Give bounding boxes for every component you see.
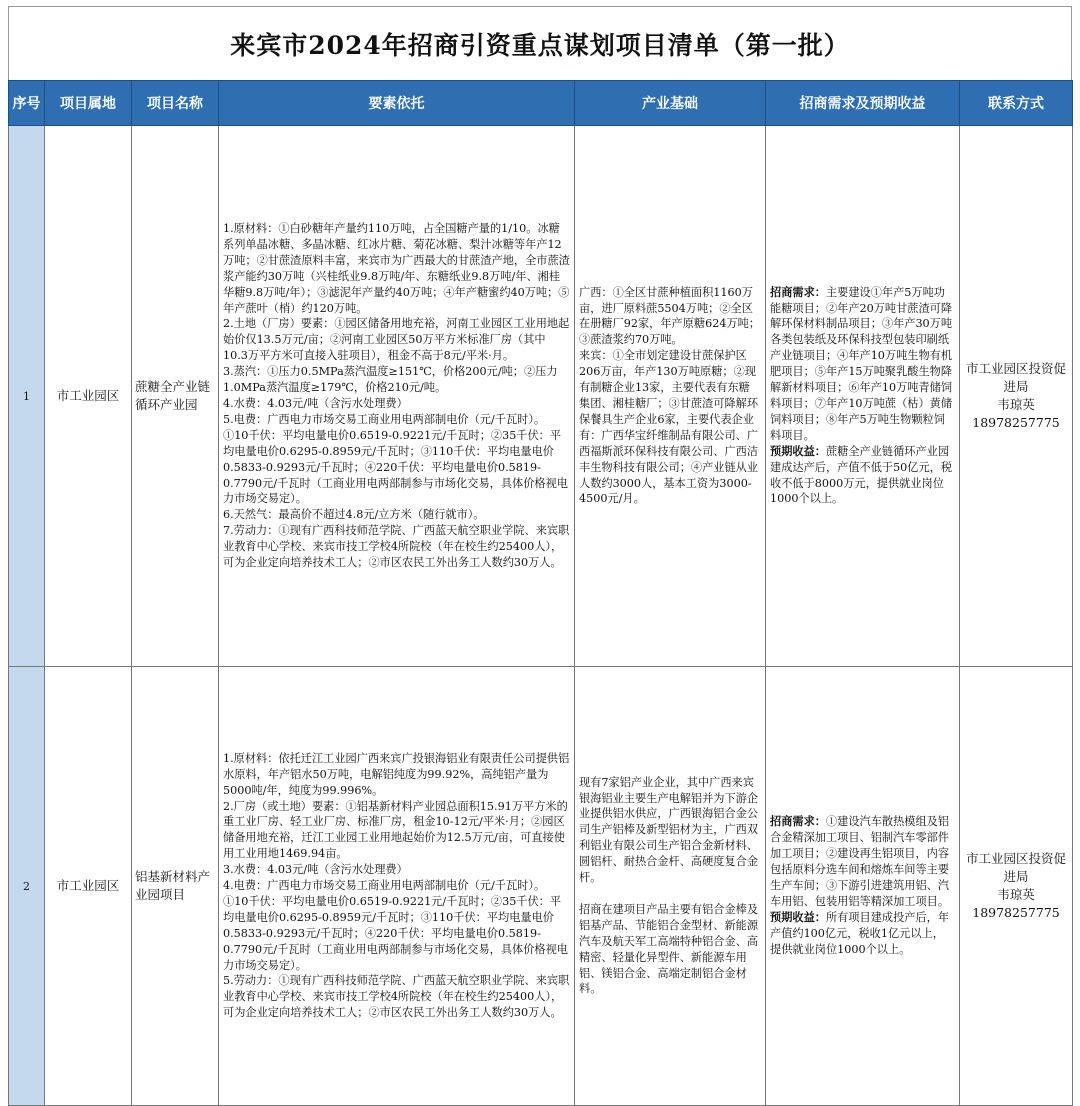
basis-item: 招商在建项目产品主要有铝合金棒及铝基产品、节能铝合金型材、新能源汽车及航天军工高端特种铝合金、高精密、轻量化异型件、新能源车用铝、镁铝合金、高端定制铝合金材料。 [579, 902, 759, 996]
row-project-name: 蔗糖全产业链循环产业园 [132, 126, 219, 667]
demand-text [770, 814, 955, 909]
row-factors [219, 126, 575, 667]
contact-org: 市工业园区投资促进局 [965, 361, 1066, 394]
header-seq: 序号 [9, 81, 45, 126]
row-location: 市工业园区 [45, 126, 132, 667]
basis-item: 来宾：①全市划定建设甘蔗保护区206万亩，年产130万吨原糖；②现有制糖企业13家，主要代表有东糖集团、湘桂糖厂；③甘蔗渣可降解环保餐具生产企业6家，主要代表企业有：广西华宝纤维制品有限公司、广西福斯派环保科技有限公司、广西洁丰生物科技有限公司；④产业链从业人数约3000人，基本工资为3000-4500元/月。 [579, 349, 759, 506]
factor-item: 3.水费：4.03元/吨（含污水处理费） [223, 863, 408, 877]
row-demand-benefit [766, 667, 960, 1106]
row-project-name: 铝基新材料产业园项目 [132, 667, 219, 1106]
factor-item: 4.水费：4.03元/吨（含污水处理费） [223, 397, 408, 410]
demand-label: 招商需求： [770, 284, 826, 299]
contact-phone: 18978257775 [972, 905, 1060, 920]
table-row [9, 667, 1073, 1106]
contact-org: 市工业园区投资促进局 [965, 851, 1066, 884]
factor-item: 2.厂房（或土地）要素：①铝基新材料产业园总面积15.91万平方米的重工业厂房、轻工业厂房、标准厂房，租金10-12元/平米·月；②园区储备用地充裕，迁江工业园工业用地起始价为12.5万元/亩，可直接使用工业用地1469.94亩。 [223, 799, 568, 861]
factor-item: 1.原材料：①白砂糖年产量约110万吨，占全国糖产量的1/10。冰糖系列单晶冰糖、多晶冰糖、红冰片糖、菊花冰糖、梨汁冰糖等年产12万吨；②甘蔗渣原料丰富，来宾市为广西最大的甘蔗渣产地，全市蔗渣浆产能约30万吨（兴桂纸业9.8万吨/年、东糖纸业9.8万吨/年、湘桂华糖9.8万吨/年）；③滤泥年产量约40万吨；④年产糖蜜约40万吨；⑤年产蔗叶（梢）约120万吨。 [223, 222, 570, 315]
row-contact [960, 126, 1073, 667]
demand-value: ①建设汽车散热模组及铝合金精深加工项目、铝制汽车零部件加工项目；②建设再生铝项目，内容包括原料分选车间和熔炼车间等主要生产车间；③下游引进建筑用铝、汽车用铝、包装用铝等精深加工项目。 [770, 815, 950, 908]
factor-item: 4.电费：广西电力市场交易工商业用电两部制电价（元/千瓦时）。①10千伏：平均电量电价0.6519-0.9221元/千瓦时；②35千伏：平均电量电价0.6295-0.8959元/千瓦时；③110千伏：平均电量电价0.5833-0.9293元/千瓦时；④220千伏：平均电量电价0.5819-0.7790元/千瓦时（工商业用电两部制参与市场化交易，具体价格视电力市场交易定）。 [223, 879, 568, 972]
header-factors: 要素依托 [219, 81, 575, 126]
header-demand-benefit: 招商需求及预期收益 [766, 81, 960, 126]
factor-item: 7.劳动力：①现有广西科技师范学院、广西蓝天航空职业学院、来宾职业教育中心学校、来宾市技工学校4所院校（年在校生约25400人），可为企业定向培养技术工人；②市区农民工外出务工人数约30万人。 [223, 524, 570, 570]
row-seq: 2 [9, 667, 45, 1106]
benefit-label: 预期收益： [770, 909, 826, 924]
basis-item: 现有7家铝产业企业，其中广西来宾银海铝业主要生产电解铝并为下游企业提供铝水供应，广西银海铝合金公司生产铝棒及新型铝材为主，广西双利铝业有限公司生产铝合金新材料、圆铝杆、耐热合金杆、高硬度复合金杆。 [579, 775, 759, 885]
row-factors [219, 667, 575, 1106]
factor-item: 3.蒸汽：①压力0.5MPa蒸汽温度≥151℃，价格200元/吨；②压力1.0MPa蒸汽温度≥179℃，价格210元/吨。 [223, 365, 558, 395]
contact-name: 韦琼英 [997, 397, 1035, 412]
factor-item: 5.劳动力：①现有广西科技师范学院、广西蓝天航空职业学院、来宾职业教育中心学校、来宾市技工学校4所院校（年在校生约25400人），可为企业定向培养技术工人；②市区农民工外出务工人数约30万人。 [223, 974, 570, 1020]
demand-label: 招商需求： [770, 814, 826, 829]
factor-item: 5.电费：广西电力市场交易工商业用电两部制电价（元/千瓦时）。①10千伏：平均电量电价0.6519-0.9221元/千瓦时；②35千伏：平均电量电价0.6295-0.8959元/千瓦时；③110千伏：平均电量电价0.5833-0.9293元/千瓦时；④220千伏：平均电量电价0.5819-0.7790元/千瓦时（工商业用电两部制参与市场化交易，具体价格视电力市场交易定）。 [223, 412, 568, 506]
table-header-row [9, 81, 1073, 126]
benefit-text [770, 910, 955, 958]
factor-item: 6.天然气：最高价不超过4.8元/立方米（随行就市）。 [223, 508, 485, 522]
benefit-value: 所有项目建成投产后，年产值约100亿元，税收1亿元以上，提供就业岗位1000个以上。 [770, 910, 950, 956]
row-industry-basis [575, 126, 766, 667]
benefit-value: 蔗糖全产业链循环产业园建成达产后，产值不低于50亿元，税收不低于8000万元，提供就业岗位1000个以上。 [770, 444, 953, 506]
demand-value: 主要建设①年产5万吨功能糖项目；②年产20万吨甘蔗渣可降解环保材料制品项目；③年产30万吨各类包装纸及环保科技型包装印刷纸产业链项目；④年产10万吨生物有机肥项目；⑤年产15万吨聚乳酸生物降解新材料项目；⑥年产10万吨青储饲料项目；⑦年产10万吨蔗（枯）黄储饲料项目；⑧年产5万吨生物颗粒饲料项目。 [770, 285, 953, 442]
contact-phone: 18978257775 [972, 415, 1060, 430]
table-row [9, 126, 1073, 667]
row-seq: 1 [9, 126, 45, 667]
row-contact [960, 667, 1073, 1106]
header-industry-basis: 产业基础 [575, 81, 766, 126]
factor-item: 2.土地（厂房）要素：①园区储备用地充裕，河南工业园区工业用地起始价仅13.5万元/亩；②河南工业园区50万平方米标准厂房（其中10.3万平方米可直接入驻项目），租金不高于8元/平米·月。 [223, 317, 570, 363]
header-project-name: 项目名称 [132, 81, 219, 126]
row-location: 市工业园区 [45, 667, 132, 1106]
project-table [8, 80, 1073, 1106]
demand-text [770, 285, 955, 444]
factor-item: 1.原材料：依托迁江工业园广西来宾广投银海铝业有限责任公司提供铝水原料，年产铝水50万吨，电解铝纯度为99.92%，高纯铝产量为5000吨/年，纯度为99.996%。 [223, 751, 570, 797]
row-industry-basis [575, 667, 766, 1106]
row-demand-benefit [766, 126, 960, 667]
benefit-text [770, 444, 955, 508]
header-contact: 联系方式 [960, 81, 1073, 126]
benefit-label: 预期收益： [770, 443, 826, 458]
contact-name: 韦琼英 [997, 887, 1035, 902]
basis-item: 广西：①全区甘蔗种植面积1160万亩，进厂原料蔗5504万吨；②全区在册糖厂92家，年产原糖624万吨；③蔗渣浆约70万吨。 [579, 285, 761, 347]
page-title: 来宾市2024年招商引资重点谋划项目清单（第一批） [8, 6, 1072, 80]
header-location: 项目属地 [45, 81, 132, 126]
